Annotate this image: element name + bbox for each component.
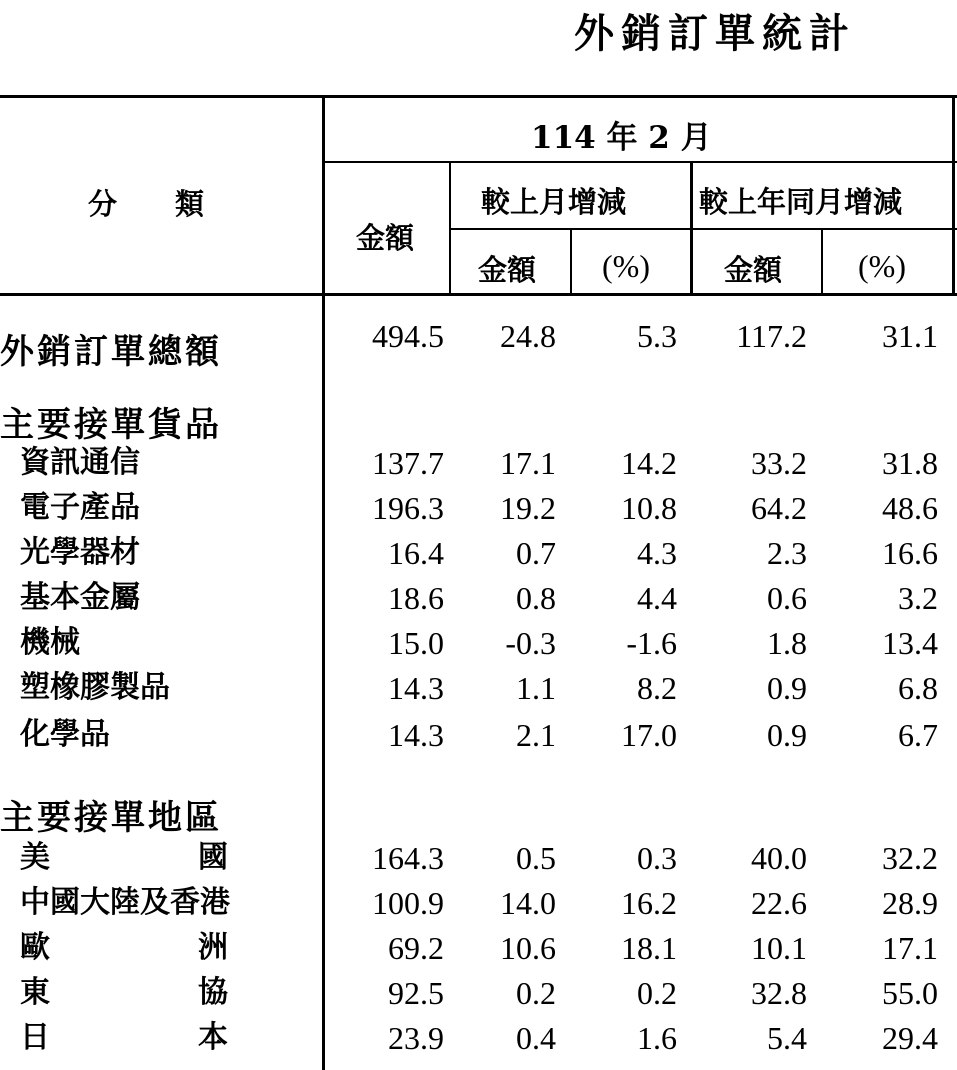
region-label-start: 東 — [20, 975, 50, 1010]
product-mom-amount: 19.2 — [500, 490, 556, 526]
region-mom-pct: 0.3 — [637, 840, 677, 876]
region-label-end: 協 — [198, 975, 228, 1010]
product-mom-amount: -0.3 — [505, 625, 556, 661]
region-yoy-amount: 22.6 — [751, 885, 807, 921]
mom-pct-subheader: (%) — [602, 248, 650, 284]
region-mom-pct: 18.1 — [621, 930, 677, 966]
region-yoy-pct: 55.0 — [882, 975, 938, 1011]
product-yoy-amount: 0.9 — [767, 717, 807, 753]
region-label-end: 國 — [198, 840, 228, 875]
product-amount: 196.3 — [372, 490, 444, 526]
total-label: 外銷訂單總額 — [0, 332, 222, 372]
product-yoy-amount: 2.3 — [767, 535, 807, 571]
product-mom-pct: 17.0 — [621, 717, 677, 753]
total-yoy-amount: 117.2 — [736, 318, 807, 354]
total-amount: 494.5 — [372, 318, 444, 354]
region-amount: 92.5 — [388, 975, 444, 1011]
page-title: 外銷訂單統計 — [574, 10, 856, 57]
region-label-start: 日 — [20, 1020, 50, 1055]
product-mom-pct: 14.2 — [621, 445, 677, 481]
product-label: 基本金屬 — [20, 580, 140, 615]
category-divider — [322, 95, 325, 1070]
product-amount: 137.7 — [372, 445, 444, 481]
region-label: 中國大陸及香港 — [20, 885, 230, 920]
product-label: 資訊通信 — [20, 445, 140, 480]
region-mom-amount: 0.5 — [516, 840, 556, 876]
products-section-title: 主要接單貨品 — [0, 405, 222, 445]
region-label-end: 本 — [198, 1020, 228, 1055]
region-amount: 164.3 — [372, 840, 444, 876]
yoy-sub-divider — [821, 228, 823, 295]
region-mom-amount: 0.4 — [516, 1020, 556, 1056]
product-mom-amount: 0.8 — [516, 580, 556, 616]
region-label-end: 洲 — [198, 930, 228, 965]
product-amount: 16.4 — [388, 535, 444, 571]
product-yoy-amount: 0.6 — [767, 580, 807, 616]
period-bottom-rule — [324, 161, 957, 163]
product-mom-amount: 0.7 — [516, 535, 556, 571]
product-yoy-pct: 6.8 — [898, 670, 938, 706]
yoy-pct-subheader: (%) — [858, 248, 906, 284]
region-yoy-amount: 5.4 — [767, 1020, 807, 1056]
total-mom-pct: 5.3 — [637, 318, 677, 354]
product-label: 塑橡膠製品 — [20, 670, 170, 705]
region-amount: 100.9 — [372, 885, 444, 921]
right-border — [952, 95, 955, 295]
header-bottom-rule — [0, 293, 957, 296]
yoy-amount-subheader: 金額 — [724, 253, 783, 287]
product-mom-amount: 2.1 — [516, 717, 556, 753]
region-yoy-amount: 40.0 — [751, 840, 807, 876]
region-mom-pct: 1.6 — [637, 1020, 677, 1056]
product-yoy-amount: 1.8 — [767, 625, 807, 661]
region-amount: 23.9 — [388, 1020, 444, 1056]
region-mom-amount: 10.6 — [500, 930, 556, 966]
total-yoy-pct: 31.1 — [882, 318, 938, 354]
product-yoy-pct: 13.4 — [882, 625, 938, 661]
product-mom-pct: 4.4 — [637, 580, 677, 616]
product-yoy-amount: 0.9 — [767, 670, 807, 706]
region-yoy-amount: 32.8 — [751, 975, 807, 1011]
product-label: 電子產品 — [20, 490, 140, 525]
product-yoy-amount: 33.2 — [751, 445, 807, 481]
product-mom-amount: 17.1 — [500, 445, 556, 481]
subheader-rule — [450, 228, 957, 230]
region-yoy-pct: 28.9 — [882, 885, 938, 921]
mom-sub-divider — [570, 228, 572, 295]
yoy-header: 較上年同月增減 — [699, 185, 903, 219]
category-header: 分 類 — [88, 187, 205, 221]
product-yoy-pct: 48.6 — [882, 490, 938, 526]
region-mom-pct: 0.2 — [637, 975, 677, 1011]
mom-amount-subheader: 金額 — [478, 253, 537, 287]
product-yoy-pct: 6.7 — [898, 717, 938, 753]
product-amount: 14.3 — [388, 670, 444, 706]
product-label: 光學器材 — [20, 535, 140, 570]
product-yoy-amount: 64.2 — [751, 490, 807, 526]
product-amount: 18.6 — [388, 580, 444, 616]
product-amount: 14.3 — [388, 717, 444, 753]
product-yoy-pct: 31.8 — [882, 445, 938, 481]
period-header: 114 年 2 月 — [531, 120, 712, 156]
product-mom-amount: 1.1 — [516, 670, 556, 706]
region-yoy-pct: 32.2 — [882, 840, 938, 876]
region-amount: 69.2 — [388, 930, 444, 966]
amount-header: 金額 — [356, 221, 415, 255]
region-yoy-pct: 17.1 — [882, 930, 938, 966]
product-mom-pct: 8.2 — [637, 670, 677, 706]
region-yoy-amount: 10.1 — [751, 930, 807, 966]
region-mom-pct: 16.2 — [621, 885, 677, 921]
product-yoy-pct: 16.6 — [882, 535, 938, 571]
total-mom-amount: 24.8 — [500, 318, 556, 354]
product-label: 機械 — [20, 625, 80, 660]
region-mom-amount: 0.2 — [516, 975, 556, 1011]
product-mom-pct: 10.8 — [621, 490, 677, 526]
product-amount: 15.0 — [388, 625, 444, 661]
product-mom-pct: -1.6 — [626, 625, 677, 661]
region-mom-amount: 14.0 — [500, 885, 556, 921]
region-yoy-pct: 29.4 — [882, 1020, 938, 1056]
table-top-rule — [0, 95, 957, 98]
product-mom-pct: 4.3 — [637, 535, 677, 571]
region-label-start: 歐 — [20, 930, 50, 965]
regions-section-title: 主要接單地區 — [0, 798, 222, 838]
product-yoy-pct: 3.2 — [898, 580, 938, 616]
mom-header: 較上月增減 — [481, 185, 627, 219]
product-label: 化學品 — [20, 717, 110, 752]
region-label-start: 美 — [20, 840, 50, 875]
